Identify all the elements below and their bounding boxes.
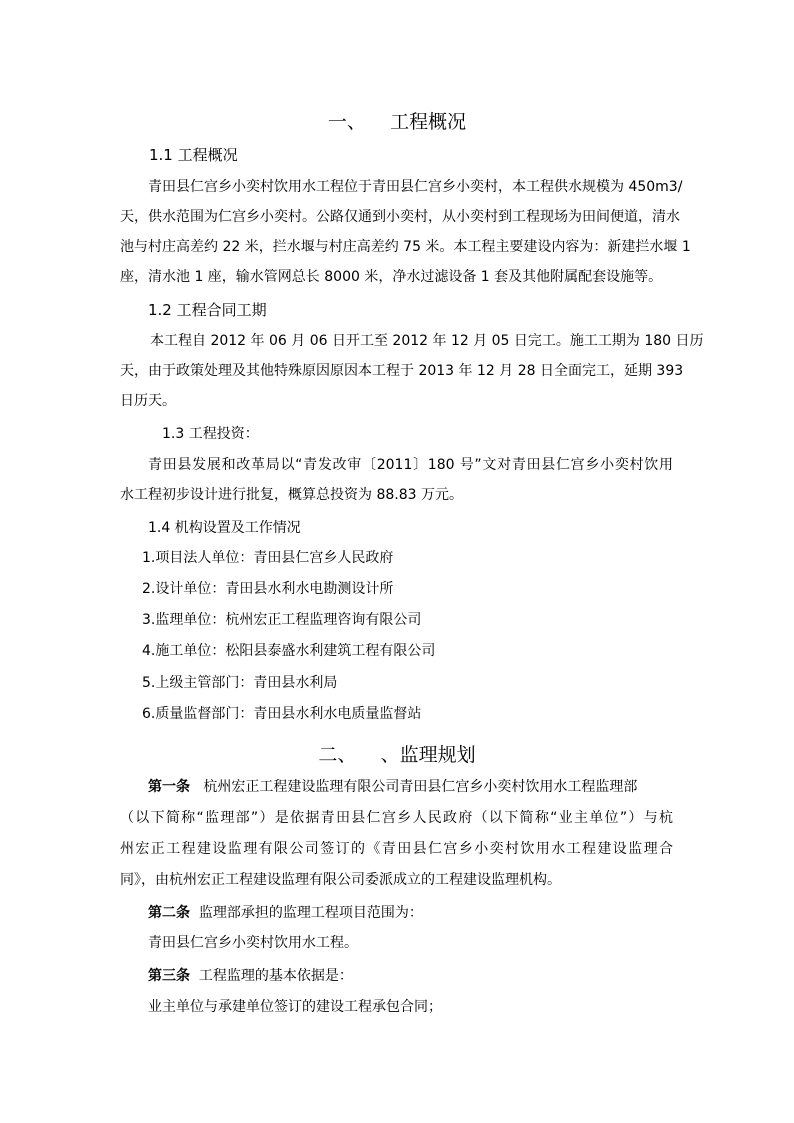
- article-1-label: 第一条: [148, 779, 190, 795]
- schedule-line-1: 本工程自 2012 年 06 月 06 日开工至 2012 年 12 月 05 日完工。施工工期为 180 日历: [150, 333, 704, 349]
- schedule-line-3: 日历天。: [120, 393, 176, 409]
- article-2: [148, 906, 423, 920]
- org-item-3: 3.监理单位：杭州宏正工程监理咨询有限公司: [142, 612, 422, 628]
- article-1-text: 杭州宏正工程建设监理有限公司青田县仁宫乡小奕村饮用水工程监理部: [203, 779, 638, 795]
- article-3: [148, 969, 353, 983]
- heading-1-4: 1.4 机构设置及工作情况: [148, 520, 301, 536]
- article-3-basis: 业主单位与承建单位签订的建设工程承包合同；: [148, 999, 442, 1015]
- article-2-label: 第二条: [148, 905, 190, 921]
- article-1-line-1: [148, 780, 637, 794]
- article-3-text: 工程监理的基本依据是：: [198, 968, 353, 984]
- section-title-plan: 二、 、监理规划: [318, 744, 476, 766]
- org-item-4: 4.施工单位：松阳县泰盛水利建筑工程有限公司: [142, 643, 436, 659]
- article-1-line-2: （以下简称“监理部”）是依据青田县仁宫乡人民政府（以下简称“业主单位”）与杭: [120, 810, 673, 826]
- overview-line-2: 天，供水范围为仁宫乡小奕村。公路仅通到小奕村，从小奕村到工程现场为田间便道，清水: [120, 209, 680, 225]
- section-title-overview: 一、 工程概况: [327, 111, 467, 133]
- heading-1-2: 1.2 工程合同工期: [148, 301, 267, 319]
- schedule-line-2: 天，由于政策处理及其他特殊原因原因本工程于 2013 年 12 月 28 日全面完工，延期 393: [120, 363, 684, 379]
- overview-line-3: 池与村庄高差约 22 米，拦水堰与村庄高差约 75 米。本工程主要建设内容为：新建拦水堰 1: [120, 239, 691, 255]
- article-1-line-3: 州宏正工程建设监理有限公司签订的《青田县仁宫乡小奕村饮用水工程建设监理合: [120, 841, 673, 857]
- org-item-1: 1.项目法人单位：青田县仁宫乡人民政府: [142, 550, 394, 566]
- investment-line-1: 青田县发展和改革局以“青发改审〔2011〕180 号”文对青田县仁宫乡小奕村饮用: [148, 457, 673, 473]
- article-2-scope: 青田县仁宫乡小奕村饮用水工程。: [148, 935, 358, 951]
- overview-line-4: 座，清水池 1 座，输水管网总长 8000 米，净水过滤设备 1 套及其他附属配套设施等。: [120, 269, 663, 285]
- article-3-label: 第三条: [148, 968, 190, 984]
- investment-line-2: 水工程初步设计进行批复，概算总投资为 88.83 万元。: [120, 487, 463, 503]
- article-1-line-4: 同》，由杭州宏正工程建设监理有限公司委派成立的工程建设监理机构。: [120, 872, 561, 888]
- org-item-5: 5.上级主管部门：青田县水利局: [142, 675, 338, 691]
- org-item-6: 6.质量监督部门：青田县水利水电质量监督站: [142, 706, 422, 722]
- overview-line-1: 青田县仁宫乡小奕村饮用水工程位于青田县仁宫乡小奕村，本工程供水规模为 450m3/: [148, 179, 683, 195]
- org-item-2: 2.设计单位：青田县水利水电勘测设计所: [142, 581, 394, 597]
- article-2-text: 监理部承担的监理工程项目范围为：: [198, 905, 423, 921]
- heading-1-1: 1.1 工程概况: [149, 146, 238, 164]
- heading-1-3: 1.3 工程投资：: [162, 426, 259, 442]
